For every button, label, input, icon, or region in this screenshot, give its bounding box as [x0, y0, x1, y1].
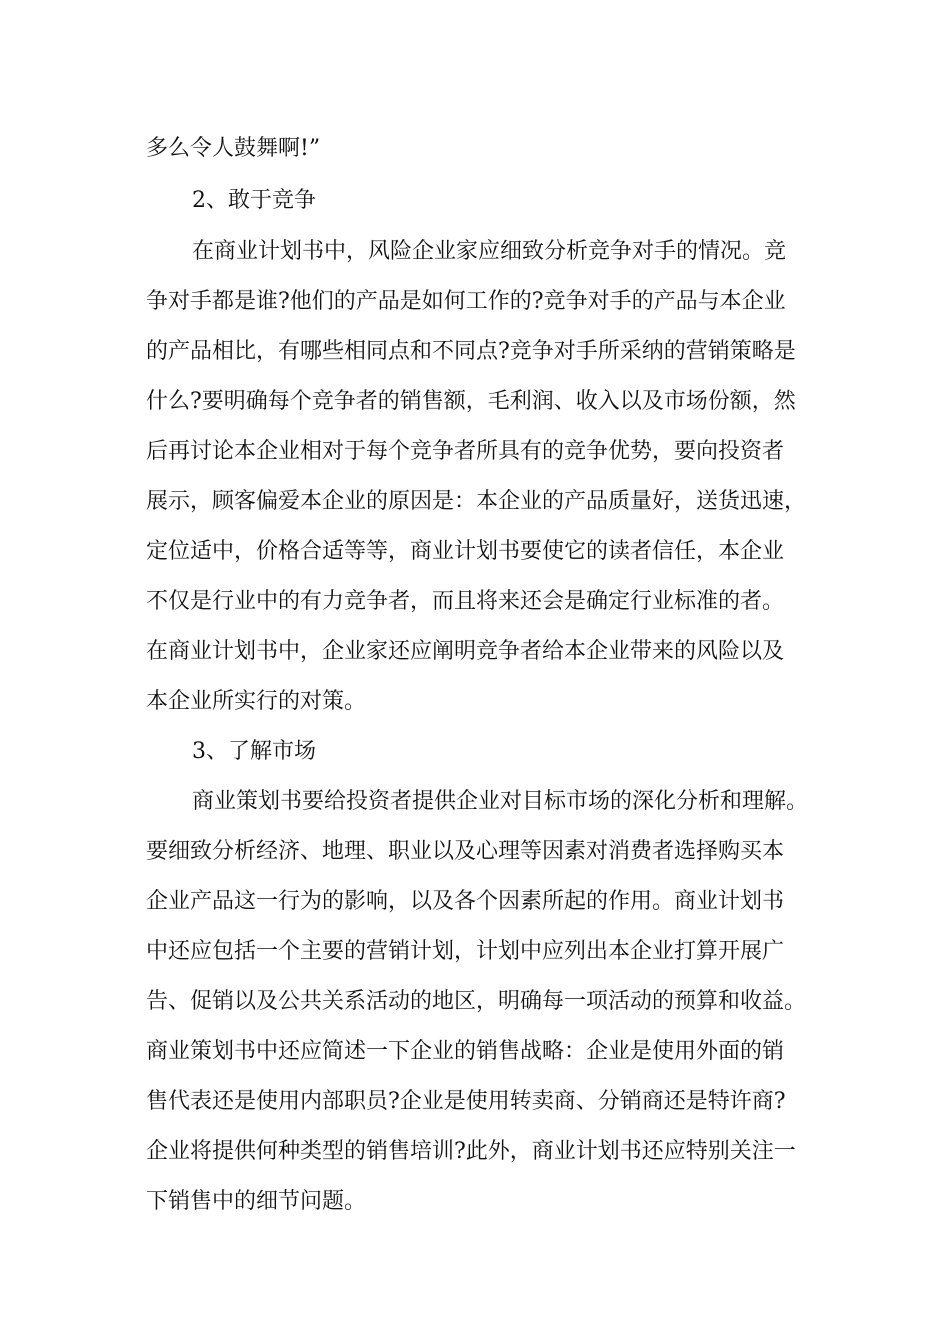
text-line-content: 商业策划书要给投资者提供企业对目标市场的深化分析和理解。	[192, 789, 809, 814]
text-line-content: 的产品相比，有哪些相同点和不同点?竞争对手所采纳的营销策略是	[146, 339, 796, 364]
section-heading	[0, 186, 950, 216]
text-line-content: 中还应包括一个主要的营销计划，计划中应列出本企业打算开展广	[146, 939, 785, 964]
text-line-content: 不仅是行业中的有力竞争者，而且将来还会是确定行业标准的者。	[146, 589, 785, 614]
text-line-content: 要细致分析经济、地理、职业以及心理等因素对消费者选择购买本	[146, 839, 785, 864]
text-line-content: 什么?要明确每个竞争者的销售额，毛利润、收入以及市场份额，然	[146, 389, 796, 414]
text-line-content: 下销售中的细节问题。	[146, 1189, 367, 1214]
text-line	[0, 1037, 950, 1067]
text-line-content: 售代表还是使用内部职员?企业是使用转卖商、分销商还是特许商?	[146, 1089, 786, 1114]
text-line	[0, 387, 950, 417]
text-line-content: 企业产品这一行为的影响，以及各个因素所起的作用。商业计划书	[146, 889, 785, 914]
text-line-content: 定位适中，价格合适等等，商业计划书要使它的读者信任，本企业	[146, 539, 785, 564]
section-heading-text: 2、敢于竞争	[192, 188, 316, 213]
text-line-content: 展示，顾客偏爱本企业的原因是：本企业的产品质量好，送货迅速，	[146, 489, 807, 514]
text-line	[0, 537, 950, 567]
text-line	[0, 287, 950, 317]
text-line	[0, 134, 950, 164]
text-line-content: 在商业计划书中，风险企业家应细致分析竞争对手的情况。竞	[192, 239, 787, 264]
text-line-content: 企业将提供何种类型的销售培训?此外，商业计划书还应特别关注一	[146, 1139, 796, 1164]
section-heading	[0, 737, 950, 767]
text-line	[0, 337, 950, 367]
text-line	[0, 887, 950, 917]
text-line	[0, 587, 950, 617]
text-line	[0, 237, 950, 267]
text-line	[0, 437, 950, 467]
text-line-content: 多么令人鼓舞啊!”	[146, 136, 321, 161]
text-line-content: 本企业所实行的对策。	[146, 689, 367, 714]
text-line-content: 告、促销以及公共关系活动的地区，明确每一项活动的预算和收益。	[146, 989, 807, 1014]
text-line-content: 商业策划书中还应简述一下企业的销售战略：企业是使用外面的销	[146, 1039, 785, 1064]
text-line	[0, 487, 950, 517]
text-line-content: 后再讨论本企业相对于每个竞争者所具有的竞争优势，要向投资者	[146, 439, 785, 464]
section-heading-text: 3、了解市场	[192, 739, 316, 764]
text-line-content: 争对手都是谁?他们的产品是如何工作的?竞争对手的产品与本企业	[146, 289, 786, 314]
text-line	[0, 937, 950, 967]
text-line	[0, 1087, 950, 1117]
text-line	[0, 637, 950, 667]
text-line	[0, 1137, 950, 1167]
text-line	[0, 837, 950, 867]
text-line	[0, 687, 950, 717]
text-line	[0, 987, 950, 1017]
text-line	[0, 1187, 950, 1217]
text-line-content: 在商业计划书中，企业家还应阐明竞争者给本企业带来的风险以及	[146, 639, 785, 664]
text-line	[0, 787, 950, 817]
